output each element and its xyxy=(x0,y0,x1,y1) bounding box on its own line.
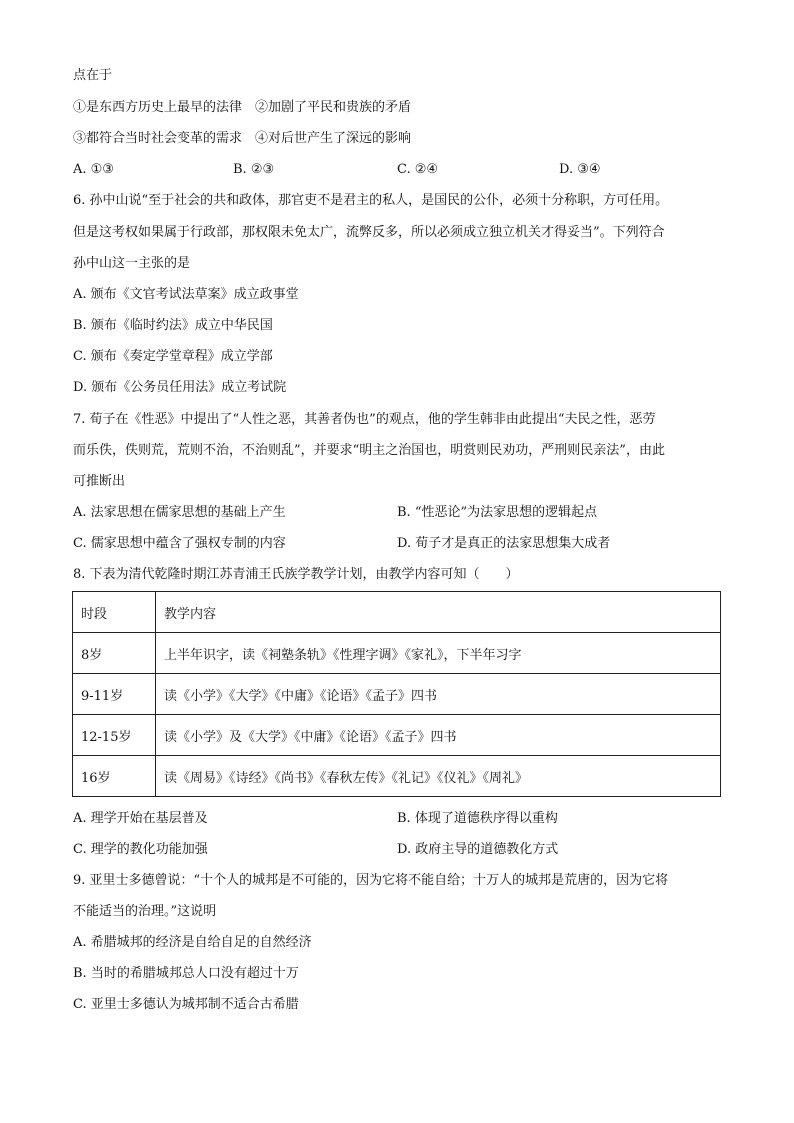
q7-option-b[interactable]: B. “性恶论”为法家思想的逻辑起点 xyxy=(397,505,598,520)
q8-option-d[interactable]: D. 政府主导的道德教化方式 xyxy=(397,842,559,857)
q6-stem-line-3: 孙中山这一主张的是 xyxy=(73,256,191,271)
q6-stem-line-2: 但是这考权如果属于行政部，那权限未免太广，流弊反多，所以必须成立独立机关才得妥当”。下列符合 xyxy=(73,225,665,240)
table-row xyxy=(73,674,721,715)
q5-option-a[interactable]: A. ①③ xyxy=(73,162,114,177)
q6-option-a[interactable]: A. 颁布《文官考试法草案》成立政事堂 xyxy=(73,287,299,302)
table-cell-period: 12-15岁 xyxy=(73,715,156,756)
table-cell-content: 读《小学》及《大学》《中庸》《论语》《孟子》四书 xyxy=(156,715,721,756)
table-cell-period: 16岁 xyxy=(73,756,156,797)
table-header-row xyxy=(73,592,721,633)
q9-option-c[interactable]: C. 亚里士多德认为城邦制不适合古希腊 xyxy=(73,997,299,1012)
q9-option-b[interactable]: B. 当时的希腊城邦总人口没有超过十万 xyxy=(73,966,299,981)
q5-stem-tail: 点在于 xyxy=(73,68,113,83)
q6-option-d[interactable]: D. 颁布《公务员任用法》成立考试院 xyxy=(73,380,287,395)
q7-option-d[interactable]: D. 荀子才是真正的法家思想集大成者 xyxy=(397,536,611,551)
q8-stem: 8. 下表为清代乾隆时期江苏青浦王氏族学教学计划，由教学内容可知（ ） xyxy=(73,567,519,582)
q8-teaching-plan-table xyxy=(72,591,721,797)
table-cell-content: 读《周易》《诗经》《尚书》《春秋左传》《礼记》《仪礼》《周礼》 xyxy=(156,756,721,797)
table-header-content: 教学内容 xyxy=(156,592,721,633)
q8-option-b[interactable]: B. 体现了道德秩序得以重构 xyxy=(397,811,558,826)
q5-option-c[interactable]: C. ②④ xyxy=(397,162,439,177)
q9-stem-line-1: 9. 亚里士多德曾说：“十个人的城邦是不可能的，因为它将不能自给；十万人的城邦是荒唐的，因为它将 xyxy=(73,873,669,888)
q8-option-c[interactable]: C. 理学的教化功能加强 xyxy=(73,842,208,857)
table-cell-content: 读《小学》《大学》《中庸》《论语》《孟子》四书 xyxy=(156,674,721,715)
q8-option-a[interactable]: A. 理学开始在基层普及 xyxy=(73,811,208,826)
q9-option-a[interactable]: A. 希腊城邦的经济是自给自足的自然经济 xyxy=(73,935,312,950)
q5-statements-2: ③都符合当时社会变革的需求 ④对后世产生了深远的影响 xyxy=(73,131,412,146)
table-row xyxy=(73,756,721,797)
table-cell-period: 8岁 xyxy=(73,633,156,674)
q7-stem-line-3: 可推断出 xyxy=(73,474,126,489)
q5-statements-1: ①是东西方历史上最早的法律 ②加剧了平民和贵族的矛盾 xyxy=(73,100,412,115)
table-header-period: 时段 xyxy=(73,592,156,633)
table-cell-period: 9-11岁 xyxy=(73,674,156,715)
q5-option-d[interactable]: D. ③④ xyxy=(559,162,601,177)
q6-option-b[interactable]: B. 颁布《临时约法》成立中华民国 xyxy=(73,318,273,333)
q7-option-a[interactable]: A. 法家思想在儒家思想的基础上产生 xyxy=(73,505,286,520)
q6-option-c[interactable]: C. 颁布《奏定学堂章程》成立学部 xyxy=(73,349,273,364)
table-row xyxy=(73,633,721,674)
q9-stem-line-2: 不能适当的治理。”这说明 xyxy=(73,904,217,919)
q7-option-c[interactable]: C. 儒家思想中蕴含了强权专制的内容 xyxy=(73,536,286,551)
q5-option-b[interactable]: B. ②③ xyxy=(233,162,275,177)
q6-stem-line-1: 6. 孙中山说“至于社会的共和政体，那官吏不是君主的私人，是国民的公仆，必须十分称职，方可任用。 xyxy=(73,193,669,208)
table-row xyxy=(73,715,721,756)
q7-stem-line-1: 7. 荀子在《性恶》中提出了“人性之恶，其善者伪也”的观点，他的学生韩非由此提出“夫民之性，恶劳 xyxy=(73,412,656,427)
table-cell-content: 上半年识字，读《祠塾条轨》《性理字调》《家礼》，下半年习字 xyxy=(156,633,721,674)
q7-stem-line-2: 而乐佚，佚则荒，荒则不治，不治则乱”，并要求“明主之治国也，明赏则民劝功，严刑则民亲法”，由此 xyxy=(73,443,665,458)
